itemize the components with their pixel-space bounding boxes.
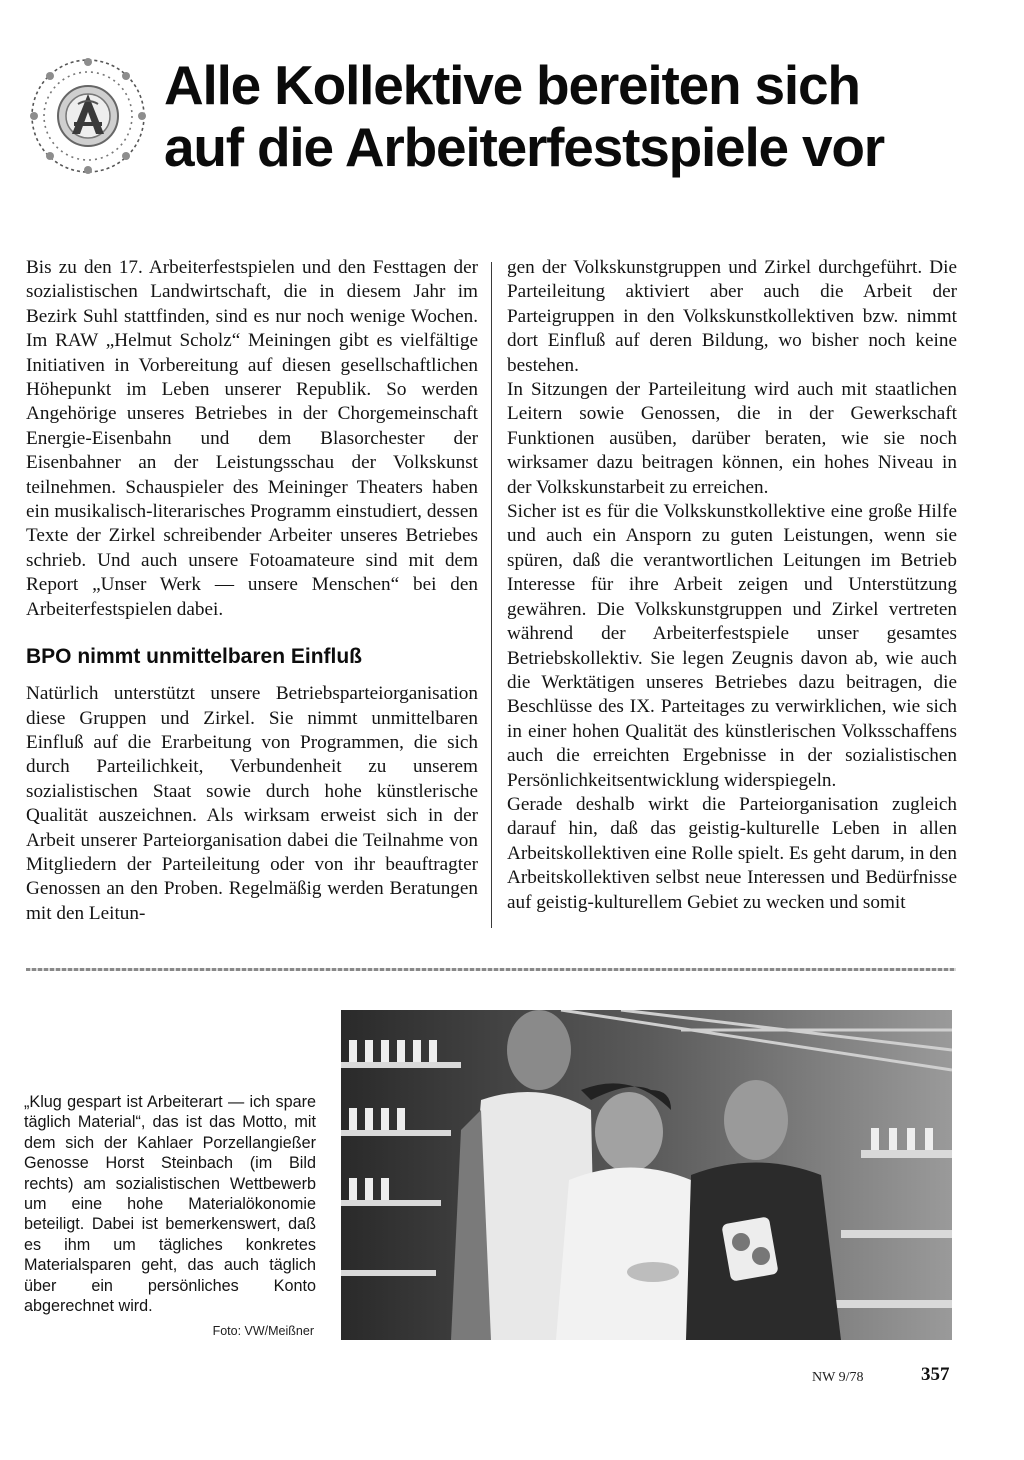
page-number: 357: [921, 1364, 950, 1385]
factory-workers-photo: [341, 1010, 952, 1340]
section-separator: [26, 968, 956, 971]
article-paragraph: In Sitzungen der Parteileitung wird auch mit staatlichen Leitern sowie Genossen, die in der Gewerkschaft Funktionen ausüben, darüber beraten, wie sie noch wirksamer dazu beitragen können, ein hohes Niveau in der Volkskunstarbeit zu erreichen.: [507, 379, 957, 498]
article-paragraph: Sicher ist es für die Volkskunstkollektive eine große Hilfe und auch ein Ansporn zu guten Leistungen, wenn sie spüren, daß die verantwortlichen Leitungen im Betrieb Interesse für ihre Arbeit zeigen und Unterstützung gewähren. Die Volkskunstgruppen und Zirkel vertreten während der Arbeiterfestspiele unser gesamtes Betriebskollektiv. Sie legen Zeugnis davon ab, wie auch die Werktätigen unseres Betriebes dazu beitragen, die Beschlüsse des IX. Parteitages zu verwirklichen, wie sich in einer hohen Qualität des künstlerischen Volksschaffens auch die erreichten Ergebnisse in der sozialistischen Persönlichkeitsentwicklung widerspiegeln.: [507, 501, 957, 791]
photo-caption: „Klug gespart ist Arbeiterart — ich spare täglich Material“, das ist das Motto, mit dem sich der Kahlaer Porzellangießer Genosse Horst Steinbach (im Bild rechts) am sozialistischen Wettbewerb um eine hohe Materialökonomie beteiligt. Dabei ist bemerkenswert, daß es ihm um tägliches konkretes Materialsparen geht, das auch täglich über ein persönliches Konto abgerechnet wird.: [24, 1093, 316, 1316]
headline-line-1: Alle Kollektive bereiten sich: [164, 54, 860, 116]
arbeiterfestspiele-emblem-icon: [26, 54, 150, 178]
article-paragraph: Gerade deshalb wirkt die Parteiorganisation zugleich darauf hin, daß das geistig-kulturelle Leben in allen Arbeitskollektiven eine Rolle spielt. Es geht darum, in den Arbeitskollektiven selbst neue Interessen und Bedürfnisse auf geistig-kulturellem Gebiet zu wecken und somit: [507, 793, 957, 913]
article-paragraph: Natürlich unterstützt unsere Betriebsparteiorganisation diese Gruppen und Zirkel. Sie nimmt unmittelbaren Einfluß auf die Erarbeitung von Programmen, die sich durch Parteilichkeit, Verbundenheit zu unserem sozialistischen Staat sowie durch hohe künstlerische Qualität auszeichnen. Als wirksam erweist sich in der Arbeit unserer Parteiorganisation dabei die Teilnahme von Mitgliedern der Parteileitung oder von ihr beauftragter Genossen an den Proben. Regelmäßig werden Beratungen mit den Leitun-: [26, 683, 478, 924]
article-headline: [164, 54, 984, 178]
photo-credit: Foto: VW/Meißner: [212, 1324, 314, 1338]
article-paragraph: gen der Volkskunstgruppen und Zirkel durchgeführt. Die Parteileitung aktiviert aber auch die Arbeit der Parteigruppen in den Volkskunstkollektiven bzw. nimmt dort Einfluß auf deren Bildung, wo bisher noch keine bestehen.: [507, 257, 957, 376]
headline-line-2: auf die Arbeiterfestspiele vor: [164, 116, 884, 178]
article-column-left: [26, 256, 478, 926]
article-subheading: BPO nimmt unmittelbaren Einfluß: [26, 645, 363, 669]
article-paragraph: Bis zu den 17. Arbeiterfestspielen und den Festtagen der sozialistischen Landwirtschaft, die in diesem Jahr im Bezirk Suhl stattfinden, sind es nur noch wenige Wochen. Im RAW „Helmut Scholz“ Meiningen gibt es vielfältige Initiativen in Vorbereitung auf diesen gesellschaftlichen Höhepunkt im Leben unserer Republik. So werden Angehörige unseres Betriebes in der Chorgemeinschaft Energie-Eisenbahn und dem Blasorchester der Eisenbahner an der Leistungsschau der Volkskunst teilnehmen. Schauspieler des Meininger Theaters haben ein musikalisch-literarisches Programm einstudiert, dessen Texte der Zirkel schreibender Arbeiter unseres Betriebes schrieb. Und auch unsere Fotoamateure sind mit dem Report „Unser Werk — unsere Menschen“ bei den Arbeiterfestspielen dabei.: [26, 257, 478, 620]
issue-label: NW 9/78: [812, 1370, 864, 1385]
article-column-right: [507, 256, 957, 915]
column-divider: [491, 262, 492, 928]
